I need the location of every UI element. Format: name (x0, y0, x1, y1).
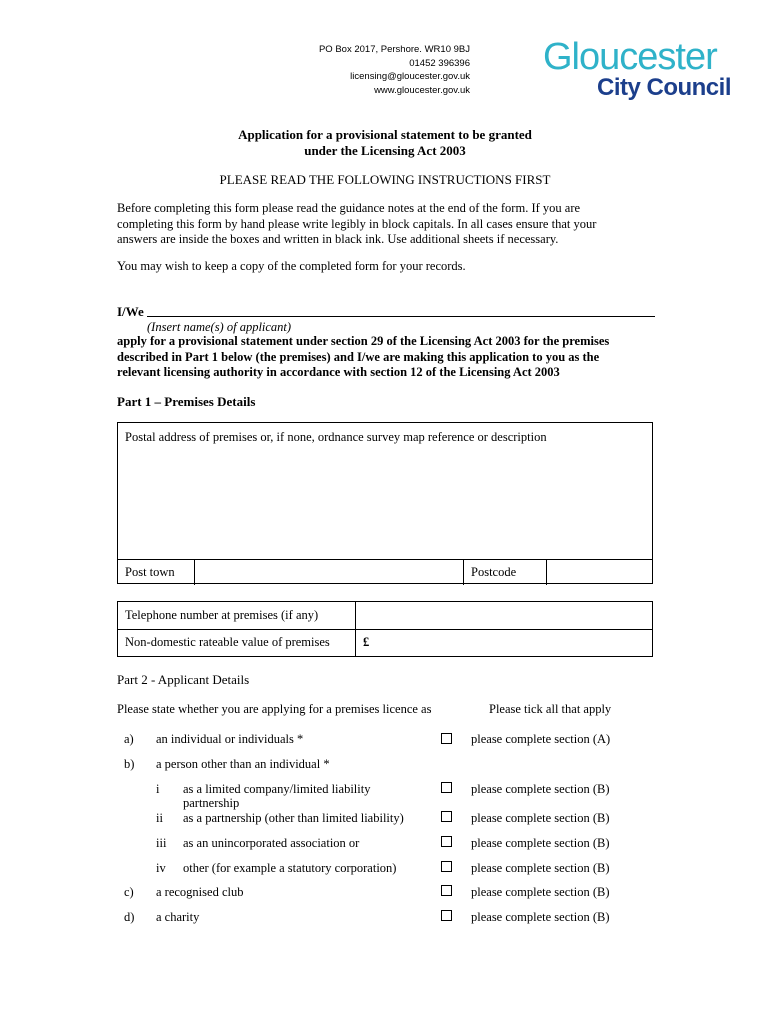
post-town-label: Post town (125, 565, 175, 579)
form-title-line2: under the Licensing Act 2003 (304, 143, 466, 158)
premises-address-box[interactable] (117, 422, 653, 584)
option-note: please complete section (B) (471, 910, 610, 924)
post-town-row (118, 559, 652, 585)
council-logo (543, 36, 731, 101)
option-marker: c) (124, 885, 134, 899)
premises-address-label: Postal address of premises or, if none, ordnance survey map reference or description (125, 430, 547, 444)
option-label-line: as a limited company/limited liability (183, 782, 371, 796)
instructions-paragraph (117, 201, 657, 248)
option-note: please complete section (B) (471, 836, 610, 850)
form-title-line1: Application for a provisional statement to be granted (238, 127, 532, 142)
option-note: please complete section (B) (471, 782, 610, 796)
rateable-value-label: Non-domestic rateable value of premises (125, 635, 330, 649)
application-statement-line: relevant licensing authority in accordance with section 12 of the Licensing Act 2003 (117, 365, 560, 379)
checkbox-individual[interactable] (441, 733, 452, 744)
application-statement-line: described in Part 1 below (the premises) and I/we are making this application to you as the (117, 349, 600, 364)
premises-contact-box (117, 601, 653, 657)
option-marker: a) (124, 732, 134, 746)
checkbox-partnership[interactable] (441, 811, 452, 822)
currency-symbol: £ (363, 635, 370, 649)
logo-line1: Gloucester (543, 36, 717, 78)
option-note: please complete section (B) (471, 861, 610, 875)
instructions-heading: PLEASE READ THE FOLLOWING INSTRUCTIONS FIRST (219, 172, 551, 187)
checkbox-other[interactable] (441, 861, 452, 872)
divider (463, 560, 464, 585)
option-label: as a partnership (other than limited liability) (183, 811, 404, 825)
option-label: other (for example a statutory corporation) (183, 861, 397, 875)
telephone-field[interactable] (356, 603, 652, 628)
option-note: please complete section (B) (471, 811, 610, 825)
logo-line2: City Council (596, 74, 731, 101)
form-title (0, 127, 770, 159)
option-marker: i (156, 782, 160, 796)
application-statement-line: apply for a provisional statement under section 29 of the Licensing Act 2003 for the premises (117, 334, 610, 348)
option-label-line: partnership (183, 796, 240, 810)
application-statement (117, 334, 657, 381)
keep-copy-note: You may wish to keep a copy of the completed form for your records. (117, 259, 466, 273)
contact-block (319, 43, 470, 97)
option-marker: iii (156, 836, 167, 850)
option-note: please complete section (A) (471, 732, 611, 746)
option-label: an individual or individuals * (156, 732, 304, 746)
option-marker: ii (156, 811, 163, 825)
divider (355, 602, 356, 656)
tick-instruction: Please tick all that apply (489, 702, 612, 716)
instructions-line: answers are inside the boxes and written in black ink. Use additional sheets if necessary. (117, 232, 559, 246)
instructions-line: completing this form by hand please write legibly in block capitals. In all cases ensure that your (117, 216, 597, 231)
contact-website[interactable]: www.gloucester.gov.uk (374, 84, 470, 96)
option-marker: iv (156, 861, 166, 875)
option-label: a charity (156, 910, 200, 924)
iwe-label: I/We (117, 304, 144, 319)
option-label (183, 782, 370, 810)
checkbox-recognised-club[interactable] (441, 885, 452, 896)
applicant-name-field[interactable] (147, 316, 655, 317)
part2-heading: Part 2 - Applicant Details (117, 672, 250, 687)
option-label: a person other than an individual * (156, 757, 330, 771)
option-marker: d) (124, 910, 135, 924)
option-marker: b) (124, 757, 135, 771)
contact-phone: 01452 396396 (409, 57, 470, 69)
applicant-name-hint: (Insert name(s) of applicant) (147, 320, 292, 334)
part2-question: Please state whether you are applying for a premises licence as (117, 702, 432, 716)
instructions-line: Before completing this form please read the guidance notes at the end of the form. If you are (117, 201, 581, 215)
option-note: please complete section (B) (471, 885, 610, 899)
telephone-label: Telephone number at premises (if any) (125, 608, 319, 622)
post-town-field[interactable] (195, 560, 463, 585)
rateable-value-field[interactable] (376, 630, 652, 655)
option-label: a recognised club (156, 885, 244, 899)
checkbox-charity[interactable] (441, 910, 452, 921)
option-label: as an unincorporated association or (183, 836, 360, 850)
checkbox-limited-company[interactable] (441, 782, 452, 793)
part1-heading: Part 1 – Premises Details (117, 394, 256, 409)
contact-email[interactable]: licensing@gloucester.gov.uk (350, 71, 470, 82)
postcode-label: Postcode (471, 565, 517, 579)
contact-address: PO Box 2017, Pershore. WR10 9BJ (318, 44, 470, 55)
checkbox-unincorporated[interactable] (441, 836, 452, 847)
postcode-field[interactable] (547, 560, 652, 585)
